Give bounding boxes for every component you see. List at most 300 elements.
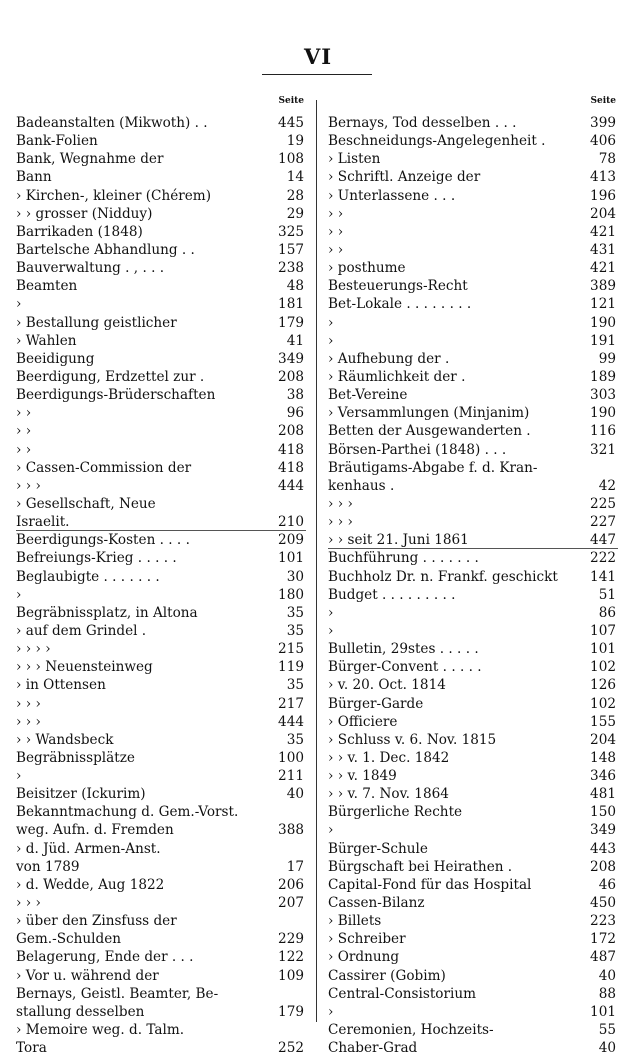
entry-page: 102	[590, 659, 616, 676]
entry-term: › › seit 21. Juni 1861	[328, 532, 469, 549]
entry-page: 40	[286, 786, 304, 803]
entry-term: Cassen-Bilanz	[328, 895, 425, 912]
index-entry	[328, 132, 618, 150]
entry-page: 40	[598, 1040, 616, 1057]
entry-page: 109	[278, 967, 304, 984]
index-entry	[16, 731, 306, 749]
entry-term: › › v. 1. Dec. 1842	[328, 749, 450, 766]
entry-page: 101	[590, 1003, 616, 1020]
entry-page: 209	[278, 532, 304, 549]
entry-term: › Versammlungen (Minjanim)	[328, 405, 530, 422]
entry-term: › Ordnung	[328, 949, 400, 966]
entry-term: Central-Consistorium	[328, 985, 476, 1002]
index-entry	[16, 386, 306, 404]
entry-page: 210	[278, 514, 304, 531]
entry-term: Belagerung, Ende der . . .	[16, 949, 194, 966]
entry-term: Bekanntmachung d. Gem.-Vorst.	[16, 804, 239, 821]
entry-term: Barrikaden (1848)	[16, 223, 143, 240]
entry-page: 447	[590, 532, 616, 549]
entry-term: › Unterlassene . . .	[328, 187, 456, 204]
entry-page: 325	[278, 223, 304, 240]
entry-term: Buchholz Dr. n. Frankf. geschickt	[328, 568, 558, 585]
index-entry	[328, 114, 618, 132]
entry-term: › Schriftl. Anzeige der	[328, 169, 481, 186]
entry-page: 406	[590, 133, 616, 150]
index-entry	[328, 277, 618, 295]
index-entry	[16, 477, 306, 495]
index-entry	[328, 150, 618, 168]
index-entry	[328, 404, 618, 422]
entry-page: 101	[590, 641, 616, 658]
index-entry	[16, 676, 306, 694]
entry-term: › Cassen-Commission der	[16, 459, 192, 476]
index-entry	[328, 640, 618, 658]
index-entry	[16, 441, 306, 459]
entry-term: Bartelsche Abhandlung . .	[16, 241, 195, 258]
entry-term: › Gesellschaft, Neue	[16, 495, 156, 512]
entry-term: Bann	[16, 169, 52, 186]
entry-page: 119	[278, 659, 304, 676]
index-entry	[328, 821, 618, 839]
entry-page: 86	[598, 604, 616, 621]
entry-page: 14	[286, 169, 304, 186]
entry-term: Beamten	[16, 278, 78, 295]
entry-page: 303	[590, 387, 616, 404]
index-entry	[328, 713, 618, 731]
entry-page: 88	[598, 985, 616, 1002]
entry-page: 107	[590, 622, 616, 639]
entry-page: 17	[286, 858, 304, 875]
entry-term: › Billets	[328, 913, 382, 930]
entry-page: 100	[278, 749, 304, 766]
index-entry	[328, 350, 618, 368]
entry-page: 321	[590, 441, 616, 458]
entry-term: von 1789	[16, 858, 80, 875]
index-entry	[16, 785, 306, 803]
entry-term: Bürger-Convent . . . . .	[328, 659, 482, 676]
entry-page: 101	[278, 550, 304, 567]
entry-page: 189	[590, 368, 616, 385]
entry-term: ›	[16, 768, 22, 785]
index-entry	[16, 658, 306, 676]
column-divider	[316, 100, 317, 1022]
index-entry	[16, 459, 306, 477]
entry-page: 481	[590, 786, 616, 803]
entry-page: 443	[590, 840, 616, 857]
seite-header-left: Seite	[278, 96, 304, 106]
entry-page: 445	[278, 115, 304, 131]
index-entry	[16, 150, 306, 168]
entry-page: 29	[286, 205, 304, 222]
entry-term: Beeidigung	[16, 350, 95, 367]
entry-term: stallung desselben	[16, 1003, 145, 1020]
entry-term: Buchführung . . . . . . .	[328, 550, 479, 567]
entry-term: › › v. 1849	[328, 768, 397, 785]
index-entry	[16, 187, 306, 205]
entry-term: › Kirchen-, kleiner (Chérem)	[16, 187, 211, 204]
index-entry	[328, 386, 618, 404]
entry-term: › Listen	[328, 151, 381, 168]
entry-page: 179	[278, 314, 304, 331]
index-entry	[328, 876, 618, 894]
entry-term: › Räumlichkeit der .	[328, 368, 466, 385]
entry-term: › › ›	[16, 713, 41, 730]
index-entry	[328, 767, 618, 785]
entry-term: › Vor u. während der	[16, 967, 159, 984]
index-entry	[328, 894, 618, 912]
entry-term: Bet-Lokale . . . . . . . .	[328, 296, 472, 313]
entry-term: Bernays, Tod desselben . . .	[328, 115, 517, 131]
entry-page: 204	[590, 731, 616, 748]
index-entry	[16, 295, 306, 313]
index-entry	[328, 749, 618, 767]
entry-page: 207	[278, 895, 304, 912]
index-entry	[328, 422, 618, 440]
entry-term: Beisitzer (Ickurim)	[16, 786, 146, 803]
entry-page: 217	[278, 695, 304, 712]
entry-term: Beerdigung, Erdzettel zur .	[16, 368, 205, 385]
entry-page: 413	[590, 169, 616, 186]
entry-page: 229	[278, 931, 304, 948]
index-entry	[328, 459, 618, 477]
entry-term: › Officiere	[328, 713, 398, 730]
entry-term: › Schluss v. 6. Nov. 1815	[328, 731, 497, 748]
entry-page: 148	[590, 749, 616, 766]
entry-term: › › grosser (Nidduy)	[16, 205, 153, 222]
entry-term: ›	[16, 296, 22, 313]
index-entry	[16, 114, 306, 132]
index-entry	[328, 477, 618, 495]
entry-page: 55	[598, 1022, 616, 1039]
entry-page: 204	[590, 205, 616, 222]
entry-page: 421	[590, 260, 616, 277]
entry-term: Capital-Fond für das Hospital	[328, 876, 532, 893]
index-entry	[328, 658, 618, 676]
index-entry	[328, 568, 618, 586]
entry-term: › › ›	[16, 695, 41, 712]
entry-page: 155	[590, 713, 616, 730]
index-entry	[328, 622, 618, 640]
entry-term: Bürgschaft bei Heirathen .	[328, 858, 513, 875]
entry-page: 190	[590, 405, 616, 422]
index-entry	[328, 858, 618, 876]
entry-page: 444	[278, 713, 304, 730]
entry-term: › ›	[16, 441, 32, 458]
entry-page: 150	[590, 804, 616, 821]
index-entry	[328, 223, 618, 241]
entry-page: 99	[598, 350, 616, 367]
entry-term: › › ›	[328, 514, 353, 531]
entry-page: 349	[590, 822, 616, 839]
entry-page: 35	[286, 731, 304, 748]
entry-page: 431	[590, 241, 616, 258]
index-entry	[16, 586, 306, 604]
entry-term: Gem.-Schulden	[16, 931, 121, 948]
entry-page: 179	[278, 1003, 304, 1020]
entry-page: 102	[590, 695, 616, 712]
index-entry	[328, 731, 618, 749]
index-entry	[16, 350, 306, 368]
entry-term: Bürger-Schule	[328, 840, 428, 857]
entry-page: 157	[278, 241, 304, 258]
index-entry	[328, 967, 618, 985]
entry-page: 418	[278, 459, 304, 476]
index-entry	[16, 930, 306, 948]
entry-page: 172	[590, 931, 616, 948]
index-entry	[328, 695, 618, 713]
entry-page: 349	[278, 350, 304, 367]
index-entry	[328, 295, 618, 313]
entry-term: ›	[328, 822, 334, 839]
entry-page: 208	[590, 858, 616, 875]
entry-page: 51	[598, 586, 616, 603]
entry-page: 28	[286, 187, 304, 204]
entry-page: 399	[590, 115, 616, 131]
index-entry	[16, 948, 306, 966]
entry-term: ›	[328, 622, 334, 639]
index-entry	[16, 604, 306, 622]
entry-page: 222	[590, 550, 616, 567]
index-entry	[16, 259, 306, 277]
index-entry	[328, 187, 618, 205]
entry-term: › Wahlen	[16, 332, 77, 349]
index-entry	[16, 422, 306, 440]
entry-page: 252	[278, 1040, 304, 1057]
entry-page: 122	[278, 949, 304, 966]
entry-page: 126	[590, 677, 616, 694]
index-entry	[16, 821, 306, 839]
index-entry	[16, 1003, 306, 1021]
entry-term: ›	[16, 586, 22, 603]
index-entry	[328, 1039, 618, 1057]
right-entries	[328, 114, 618, 1057]
entry-page: 41	[286, 332, 304, 349]
entry-page: 116	[590, 423, 616, 440]
index-entry	[16, 803, 306, 821]
entry-page: 418	[278, 441, 304, 458]
index-entry	[16, 640, 306, 658]
entry-term: ›	[328, 332, 334, 349]
entry-term: Bauverwaltung . , . . .	[16, 260, 165, 277]
index-entry	[16, 1021, 306, 1039]
entry-term: › v. 20. Oct. 1814	[328, 677, 446, 694]
entry-term: Budget . . . . . . . . .	[328, 586, 456, 603]
entry-page: 223	[590, 913, 616, 930]
index-entry	[328, 168, 618, 186]
entry-term: Börsen-Parthei (1848) . . .	[328, 441, 507, 458]
entry-term: Cassirer (Gobim)	[328, 967, 446, 984]
entry-page: 191	[590, 332, 616, 349]
index-entry	[16, 695, 306, 713]
index-entry	[328, 586, 618, 604]
entry-term: Badeanstalten (Mikwoth) . .	[16, 115, 208, 131]
index-entry	[328, 912, 618, 930]
index-entry	[328, 803, 618, 821]
entry-page: 78	[598, 151, 616, 168]
index-entry	[16, 132, 306, 150]
entry-page: 30	[286, 568, 304, 585]
index-entry	[16, 205, 306, 223]
entry-term: › in Ottensen	[16, 677, 106, 694]
entry-page: 19	[286, 133, 304, 150]
entry-term: Bernays, Geistl. Beamter, Be-	[16, 985, 219, 1002]
entry-term: › d. Jüd. Armen-Anst.	[16, 840, 161, 857]
header-rule	[262, 74, 372, 75]
entry-page: 208	[278, 368, 304, 385]
entry-term: Bräutigams-Abgabe f. d. Kran-	[328, 459, 538, 476]
entry-page: 181	[278, 296, 304, 313]
entry-term: Ceremonien, Hochzeits-	[328, 1022, 494, 1039]
entry-term: ›	[328, 1003, 334, 1020]
index-entry	[16, 332, 306, 350]
entry-term: Bank-Folien	[16, 133, 98, 150]
entry-term: Bet-Vereine	[328, 387, 408, 404]
entry-term: Bank, Wegnahme der	[16, 151, 164, 168]
entry-term: Tora	[16, 1040, 47, 1057]
entry-page: 190	[590, 314, 616, 331]
entry-term: › › ›	[16, 477, 41, 494]
entry-term: › Schreiber	[328, 931, 406, 948]
index-entry	[328, 785, 618, 803]
entry-term: › › ›	[328, 495, 353, 512]
entry-term: › › › Neuensteinweg	[16, 659, 153, 676]
entry-term: › ›	[328, 241, 344, 258]
index-entry	[328, 531, 618, 549]
entry-page: 444	[278, 477, 304, 494]
entry-page: 388	[278, 822, 304, 839]
entry-term: Begräbnissplätze	[16, 749, 135, 766]
index-entry	[328, 604, 618, 622]
index-entry	[16, 531, 306, 549]
index-entry	[328, 259, 618, 277]
entry-page: 141	[590, 568, 616, 585]
entry-page: 215	[278, 641, 304, 658]
index-entry	[16, 568, 306, 586]
entry-page: 227	[590, 514, 616, 531]
entry-page: 96	[286, 405, 304, 422]
entry-page: 450	[590, 895, 616, 912]
index-entry	[328, 241, 618, 259]
entry-page: 46	[598, 876, 616, 893]
entry-page: 180	[278, 586, 304, 603]
index-entry	[16, 241, 306, 259]
entry-page: 40	[598, 967, 616, 984]
index-column-left	[16, 96, 306, 1057]
index-entry	[328, 495, 618, 513]
entry-term: Beerdigungs-Kosten . . . .	[16, 532, 190, 549]
index-entry	[16, 967, 306, 985]
entry-term: kenhaus .	[328, 477, 395, 494]
entry-term: Begräbnissplatz, in Altona	[16, 604, 198, 621]
entry-term: › Bestallung geistlicher	[16, 314, 177, 331]
entry-page: 48	[286, 278, 304, 295]
index-entry	[16, 876, 306, 894]
entry-term: › › Wandsbeck	[16, 731, 114, 748]
index-entry	[328, 314, 618, 332]
entry-term: › › › ›	[16, 641, 51, 658]
index-entry	[16, 495, 306, 513]
entry-term: Israelit.	[16, 514, 70, 531]
index-entry	[328, 368, 618, 386]
index-entry	[16, 277, 306, 295]
entry-term: › Aufhebung der .	[328, 350, 450, 367]
entry-term: › › v. 7. Nov. 1864	[328, 786, 449, 803]
entry-page: 35	[286, 622, 304, 639]
index-entry	[328, 549, 618, 567]
index-entry	[328, 676, 618, 694]
entry-page: 206	[278, 876, 304, 893]
index-entry	[16, 549, 306, 567]
entry-page: 225	[590, 495, 616, 512]
index-entry	[16, 985, 306, 1003]
index-entry	[328, 513, 618, 531]
entry-term: Beschneidungs-Angelegenheit .	[328, 133, 546, 150]
entry-term: Betten der Ausgewanderten .	[328, 423, 531, 440]
entry-page: 421	[590, 223, 616, 240]
seite-header-right: Seite	[590, 96, 616, 106]
index-entry	[16, 858, 306, 876]
index-entry	[328, 441, 618, 459]
entry-term: weg. Aufn. d. Fremden	[16, 822, 174, 839]
entry-page: 208	[278, 423, 304, 440]
entry-term: › posthume	[328, 260, 406, 277]
entry-term: › ›	[16, 405, 32, 422]
index-entry	[328, 1003, 618, 1021]
entry-page: 346	[590, 768, 616, 785]
entry-term: › d. Wedde, Aug 1822	[16, 876, 165, 893]
entry-page: 389	[590, 278, 616, 295]
index-entry	[16, 749, 306, 767]
entry-term: › auf dem Grindel .	[16, 622, 147, 639]
index-entry	[16, 404, 306, 422]
index-entry	[328, 1021, 618, 1039]
entry-term: ›	[328, 604, 334, 621]
index-entry	[328, 930, 618, 948]
index-entry	[16, 1039, 306, 1057]
entry-term: ›	[328, 314, 334, 331]
index-entry	[328, 948, 618, 966]
entry-page: 211	[278, 768, 304, 785]
entry-term: Bürger-Garde	[328, 695, 424, 712]
index-entry	[328, 985, 618, 1003]
entry-term: Bürgerliche Rechte	[328, 804, 463, 821]
index-entry	[16, 912, 306, 930]
entry-term: › ›	[328, 205, 344, 222]
index-entry	[16, 767, 306, 785]
entry-page: 35	[286, 604, 304, 621]
index-entry	[328, 332, 618, 350]
index-entry	[16, 894, 306, 912]
left-entries	[16, 114, 306, 1057]
entry-term: › › ›	[16, 895, 41, 912]
index-entry	[16, 314, 306, 332]
entry-term: › ›	[16, 423, 32, 440]
index-entry	[16, 368, 306, 386]
entry-page: 108	[278, 151, 304, 168]
entry-term: Bulletin, 29stes . . . . .	[328, 641, 479, 658]
entry-page: 196	[590, 187, 616, 204]
entry-page: 238	[278, 260, 304, 277]
index-entry	[16, 168, 306, 186]
index-entry	[328, 205, 618, 223]
entry-term: › ›	[328, 223, 344, 240]
page-number: VI	[303, 44, 333, 69]
entry-page: 38	[286, 387, 304, 404]
index-entry	[16, 513, 306, 531]
entry-page: 35	[286, 677, 304, 694]
entry-page: 121	[590, 296, 616, 313]
entry-term: Beerdigungs-Brüderschaften	[16, 387, 216, 404]
